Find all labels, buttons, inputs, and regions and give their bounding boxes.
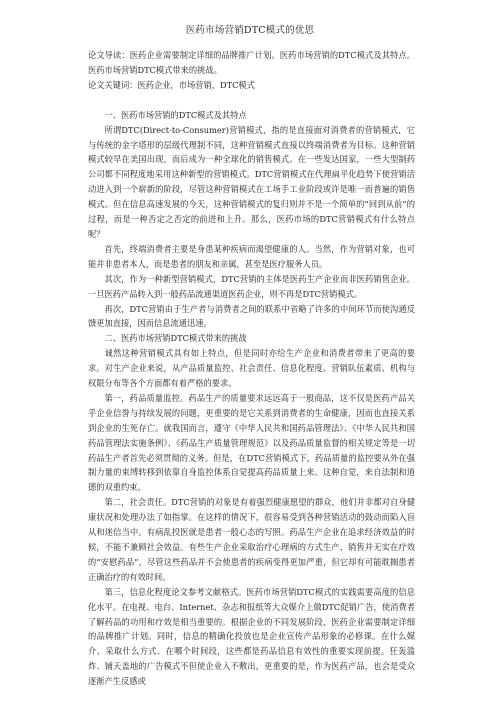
body-paragraph: 诚然这种营销模式具有如上特点，但是同时亦给生产企业和消费者带来了更高的要求。对生产企业来说，从产品质量监控、社会责任、信息化程度、营销队伍素质、机构与权限分布等各个方面都有着严格的要求。 bbox=[88, 348, 415, 389]
section-heading-2: 二、医药市场营销DTC模式带来的挑战 bbox=[104, 333, 247, 344]
document-title: 医药市场营销DTC模式的优思 bbox=[185, 25, 315, 36]
spacer bbox=[88, 93, 415, 108]
document-body bbox=[88, 48, 415, 689]
body-paragraph: 首先，终端消费者主要是身患某种疾病而渴望健康的人。当然，作为营销对象，也可能并非患者本人，而是患者的朋友和亲属，甚至是医疗服务人员。 bbox=[88, 243, 415, 269]
body-paragraph: 第三，信息化程度论文参考文献格式。医药市场营销DTC模式的实践需要高度的信息化水平。在电视、电台、Internet、杂志和报纸等大众媒介上做DTC促销广告，使消费者了解药品的功用和疗效是相当重要的。根据企业的不同发展阶段，医药企业需要制定详细的品牌推广计划。同时，信息的精确化投放也是企业宣传产品形象的必修课。在什么媒介、采取什么方式、在哪个时间段，这些都是药品信息有效性的重要实现前提。狂轰滥炸、铺天盖地的广告模式不但使企业入不敷出，更重要的是，作为医药产品，也会是受众逐渐产生反感或 bbox=[88, 586, 415, 687]
section-heading-1: 一、医药市场营销的DTC模式及其特点 bbox=[104, 109, 247, 120]
body-paragraph: 其次，作为一种新型营销模式，DTC营销的主体是医药生产企业而非医药销售企业。一旦医药产品转入到一般药品流通渠道医药企业，则不再是DTC营销模式。 bbox=[88, 273, 415, 299]
keywords-paragraph: 论文关键词：医药企业，市场营销，DTC模式 bbox=[88, 79, 255, 90]
body-paragraph: 再次，DTC营销由于生产者与消费者之间的联系中省略了许多的中间环节而使沟通反馈更加直接，因而信息流通迅速。 bbox=[88, 303, 415, 329]
body-paragraph: 所谓DTC(Direct-to-Consumer)营销模式，指的是直接面对消费者的营销模式，它与传统的金字塔形的层级代理制不同，这种营销模式直接以终端消费者为目标。这种营销模式较早在美国出现，而后成为一种全球化的销售模式。在一些发达国家，一些大型制药公司都不同程度地采用这种新型的营销模式。DTC营销模式在代理扁平化趋势下使营销活动进入到一个崭新的阶段，尽管这种营销模式在工场手工业阶段或许是唯一而普遍的销售模式。但在信息高速发展的今天，这种营销模式的复归则并不是一个简单的“回到从前”的过程，而是一种否定之否定的前进和上升。那么，医药市场的DTC营销模式有什么特点呢？ bbox=[88, 124, 415, 239]
abstract-paragraph: 论文导读：医药企业需要制定详细的品牌推广计划。医药市场营销的DTC模式及其特点。医药市场营销DTC模式带来的挑战。 bbox=[88, 50, 415, 75]
body-paragraph: 第一，药品质量监控。药品生产的质量要求远远高于一般商品，这不仅是医药产品关乎企业信誉与持续发展的问题，更重要的是它关系到消费者的生命健康，因而也直接关系到企业的生死存亡。就我国而言，遵守《中华人民共和国药品管理法》、《中华人民共和国药品管理法实施条例》、《药品生产质量管理规范》以及药品质量监督的相关规定等是一切药品生产者首先必须贯彻的义务。但是，在DTC营销模式下，药品质量的监控要从外在强制力量的束缚转移到依靠自身监控体系自觉提高药品质量上来。这种自觉，来自法制和道德的双重约束。 bbox=[88, 392, 415, 493]
body-paragraph: 第二，社会责任。DTC营销的对象是有着强烈健康愿望的群众，他们并非都对自身健康状况和处理办法了如指掌。在这样的情况下，很容易受到各种营销活动的鼓动而陷入盲从和迷信当中。有病乱投医就是患者一般心态的写照。药品生产企业在追求经济效益的时候，不能不兼顾社会效益。有些生产企业采取治疗心理病的方式生产、销售并无实在疗效的“安慰药品”，尽管这些药品并不会使患者的疾病变得更加严重，但它却有可能耽搁患者正确治疗的有效时间。 bbox=[88, 497, 415, 582]
